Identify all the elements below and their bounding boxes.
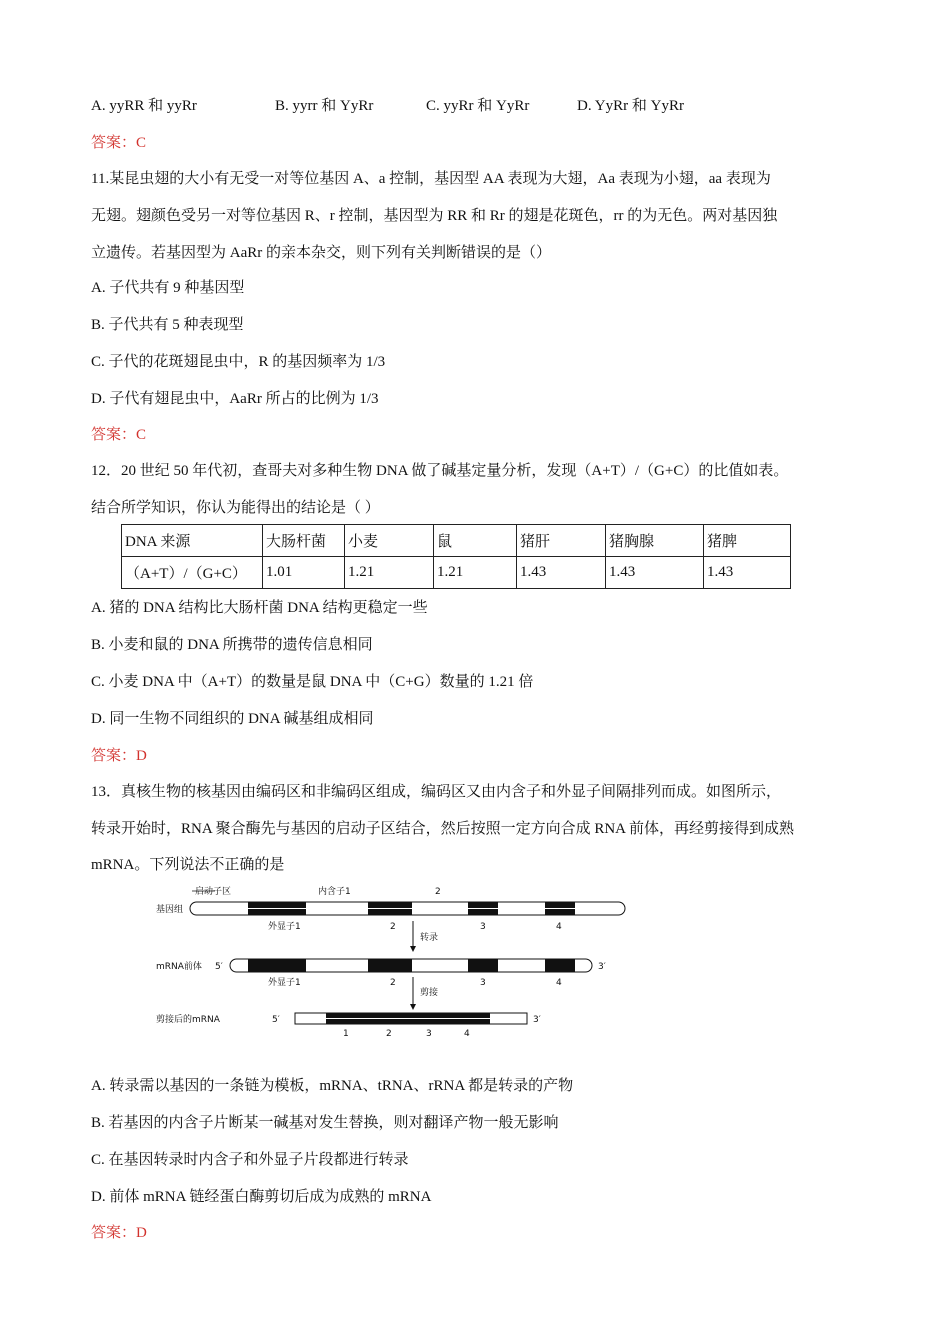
table-cell: 1.43 <box>704 557 791 589</box>
exon1-label: 外显子1 <box>268 922 301 932</box>
mature-exon4-label: 4 <box>464 1029 470 1039</box>
q13-stem-line-2: 转录开始时，RNA 聚合酶先与基因的启动子区结合，然后按照一定方向合成 RNA 前体，再经剪接得到成熟 <box>91 821 794 837</box>
q10-option-b: B. yyrr 和 YyRr <box>275 98 374 114</box>
splicing-arrowhead <box>410 1004 416 1010</box>
q11-option-c: C. 子代的花斑翅昆虫中，R 的基因频率为 1/3 <box>91 354 386 370</box>
exon4-label: 4 <box>556 922 562 932</box>
pre-mrna-3prime: 3′ <box>598 962 606 972</box>
q12-option-b: B. 小麦和鼠的 DNA 所携带的遗传信息相同 <box>91 637 373 653</box>
q10-option-a: A. yyRR 和 yyRr <box>91 98 197 114</box>
table-header-cell: 小麦 <box>345 525 434 557</box>
gene-label: 基因组 <box>156 905 184 915</box>
pre-mrna-label: mRNA前体 <box>156 962 202 972</box>
table-header-cell: 猪肝 <box>517 525 606 557</box>
q10-option-d: D. YyRr 和 YyRr <box>577 98 684 114</box>
table-cell: 1.43 <box>606 557 704 589</box>
q12-option-d: D. 同一生物不同组织的 DNA 碱基组成相同 <box>91 711 374 727</box>
table-cell: 1.21 <box>345 557 434 589</box>
q13-option-d: D. 前体 mRNA 链经蛋白酶剪切后成为成熟的 mRNA <box>91 1189 432 1205</box>
mature-5prime: 5′ <box>272 1015 280 1025</box>
q12-option-c: C. 小麦 DNA 中（A+T）的数量是鼠 DNA 中（C+G）数量的 1.21 倍 <box>91 674 534 690</box>
intron1-label: 内含子1 <box>318 887 351 897</box>
q11-answer: 答案：C <box>91 427 147 443</box>
promoter-label: 启动子区 <box>195 887 232 897</box>
gene-splicing-diagram <box>150 884 640 1039</box>
q11-stem-line-2: 无翅。翅颜色受另一对等位基因 R、r 控制，基因型为 RR 和 Rr 的翅是花斑色，rr 的为无色。两对基因独 <box>91 208 778 224</box>
pre-mrna-5prime: 5′ <box>215 962 223 972</box>
q11-option-b: B. 子代共有 5 种表现型 <box>91 317 244 333</box>
table-header-row <box>122 525 791 557</box>
q13-answer: 答案：D <box>91 1225 147 1241</box>
q10-answer: 答案：C <box>91 135 147 151</box>
table-row <box>122 557 791 589</box>
transcription-arrowhead <box>410 946 416 952</box>
mature-exon1-label: 1 <box>343 1029 349 1039</box>
exon3-label: 3 <box>480 922 486 932</box>
mature-exon2-label: 2 <box>386 1029 392 1039</box>
mature-exon3-label: 3 <box>426 1029 432 1039</box>
q11-stem-line-3: 立遗传。若基因型为 AaRr 的亲本杂交，则下列有关判断错误的是（） <box>91 245 551 261</box>
mature-3prime: 3′ <box>533 1015 541 1025</box>
q13-option-c: C. 在基因转录时内含子和外显子片段都进行转录 <box>91 1152 409 1168</box>
q13-option-a: A. 转录需以基因的一条链为模板，mRNA、tRNA、rRNA 都是转录的产物 <box>91 1078 574 1094</box>
q12-answer: 答案：D <box>91 748 147 764</box>
q12-stem-line-1: 12．20 世纪 50 年代初，查哥夫对多种生物 DNA 做了碱基定量分析，发现（A+T）/（G+C）的比值如表。 <box>91 463 789 479</box>
table-header-cell: DNA 来源 <box>122 525 263 557</box>
table-cell: 1.21 <box>434 557 517 589</box>
pre-exon2-label: 2 <box>390 978 396 988</box>
pre-mrna-exon-3 <box>468 959 498 972</box>
intron2-label: 2 <box>435 887 441 897</box>
splicing-label: 剪接 <box>420 988 439 998</box>
table-header-cell: 猪胸腺 <box>606 525 704 557</box>
q12-stem-line-2: 结合所学知识，你认为能得出的结论是（ ） <box>91 500 380 516</box>
q13-stem-line-1: 13．真核生物的核基因由编码区和非编码区组成，编码区又由内含子和外显子间隔排列而成。如图所示， <box>91 784 782 800</box>
table-header-cell: 大肠杆菌 <box>263 525 345 557</box>
q11-option-d: D. 子代有翅昆虫中，AaRr 所占的比例为 1/3 <box>91 391 379 407</box>
pre-mrna-exon-1 <box>248 959 306 972</box>
q13-option-b: B. 若基因的内含子片断某一碱基对发生替换，则对翻译产物一般无影响 <box>91 1115 559 1131</box>
pre-mrna-exon-4 <box>545 959 575 972</box>
q12-option-a: A. 猪的 DNA 结构比大肠杆菌 DNA 结构更稳定一些 <box>91 600 428 616</box>
pre-exon4-label: 4 <box>556 978 562 988</box>
pre-exon3-label: 3 <box>480 978 486 988</box>
table-header-cell: 猪脾 <box>704 525 791 557</box>
table-cell: 1.43 <box>517 557 606 589</box>
table-row-label: （A+T）/（G+C） <box>122 557 263 589</box>
q13-stem-line-3: mRNA。下列说法不正确的是 <box>91 857 285 873</box>
table-cell: 1.01 <box>263 557 345 589</box>
pre-exon1-label: 外显子1 <box>268 978 301 988</box>
pre-mrna-exon-2 <box>368 959 412 972</box>
mature-mrna-label: 剪接后的mRNA <box>156 1015 220 1025</box>
dna-ratio-table <box>121 524 791 589</box>
table-header-cell: 鼠 <box>434 525 517 557</box>
q10-option-c: C. yyRr 和 YyRr <box>426 98 530 114</box>
q11-stem-line-1: 11.某昆虫翅的大小有无受一对等位基因 A、a 控制，基因型 AA 表现为大翅，Aa 表现为小翅，aa 表现为 <box>91 171 771 187</box>
exon2-label: 2 <box>390 922 396 932</box>
transcription-label: 转录 <box>420 933 439 943</box>
q11-option-a: A. 子代共有 9 种基因型 <box>91 280 245 296</box>
